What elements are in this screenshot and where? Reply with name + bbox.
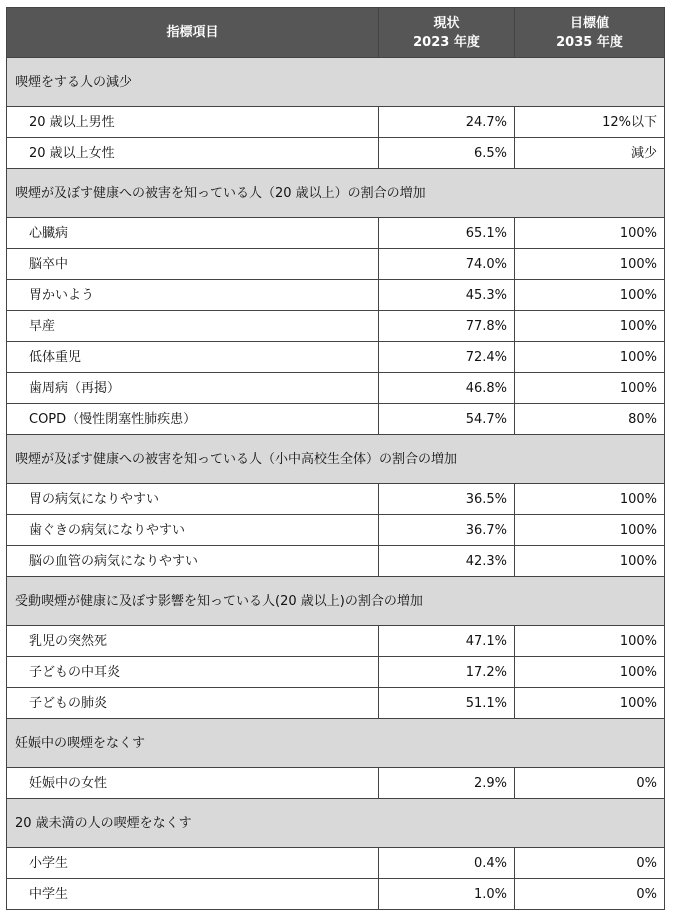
row-label: 胃かいよう bbox=[7, 280, 379, 311]
section-title: 喫煙をする人の減少 bbox=[7, 58, 665, 107]
table-row bbox=[7, 688, 665, 719]
row-label: 妊娠中の女性 bbox=[7, 768, 379, 799]
table-row bbox=[7, 311, 665, 342]
table-row bbox=[7, 342, 665, 373]
table-row bbox=[7, 484, 665, 515]
row-target-value: 減少 bbox=[515, 138, 665, 169]
row-target-value: 100% bbox=[515, 626, 665, 657]
table-row bbox=[7, 657, 665, 688]
row-current-value: 24.7% bbox=[379, 107, 515, 138]
table-row bbox=[7, 626, 665, 657]
row-current-value: 51.1% bbox=[379, 688, 515, 719]
table-row bbox=[7, 373, 665, 404]
section-row bbox=[7, 58, 665, 107]
row-current-value: 47.1% bbox=[379, 626, 515, 657]
table-row bbox=[7, 848, 665, 879]
section-row bbox=[7, 169, 665, 218]
row-current-value: 0.4% bbox=[379, 848, 515, 879]
row-label: 歯ぐきの病気になりやすい bbox=[7, 515, 379, 546]
section-title: 喫煙が及ぼす健康への被害を知っている人（小中高校生全体）の割合の増加 bbox=[7, 435, 665, 484]
row-target-value: 100% bbox=[515, 218, 665, 249]
header-current-year: 2023 年度 bbox=[413, 34, 480, 50]
row-current-value: 72.4% bbox=[379, 342, 515, 373]
row-target-value: 100% bbox=[515, 546, 665, 577]
row-target-value: 12%以下 bbox=[515, 107, 665, 138]
header-indicator bbox=[7, 8, 379, 58]
row-target-value: 100% bbox=[515, 311, 665, 342]
row-label: 中学生 bbox=[7, 879, 379, 910]
row-target-value: 100% bbox=[515, 373, 665, 404]
table-row bbox=[7, 515, 665, 546]
table-row bbox=[7, 546, 665, 577]
table-row bbox=[7, 249, 665, 280]
section-title: 20 歳未満の人の喫煙をなくす bbox=[7, 799, 665, 848]
row-target-value: 100% bbox=[515, 342, 665, 373]
section-row bbox=[7, 719, 665, 768]
row-label: 早産 bbox=[7, 311, 379, 342]
row-current-value: 74.0% bbox=[379, 249, 515, 280]
row-current-value: 46.8% bbox=[379, 373, 515, 404]
row-current-value: 42.3% bbox=[379, 546, 515, 577]
row-label: 乳児の突然死 bbox=[7, 626, 379, 657]
section-row bbox=[7, 577, 665, 626]
row-current-value: 54.7% bbox=[379, 404, 515, 435]
row-target-value: 0% bbox=[515, 848, 665, 879]
row-current-value: 1.0% bbox=[379, 879, 515, 910]
section-row bbox=[7, 435, 665, 484]
row-target-value: 100% bbox=[515, 484, 665, 515]
row-label: 子どもの中耳炎 bbox=[7, 657, 379, 688]
table-row bbox=[7, 218, 665, 249]
section-row bbox=[7, 799, 665, 848]
table-row bbox=[7, 404, 665, 435]
table-row bbox=[7, 768, 665, 799]
row-label: 20 歳以上男性 bbox=[7, 107, 379, 138]
row-current-value: 36.7% bbox=[379, 515, 515, 546]
section-title: 妊娠中の喫煙をなくす bbox=[7, 719, 665, 768]
header-target-year: 2035 年度 bbox=[556, 34, 623, 50]
table-row bbox=[7, 280, 665, 311]
row-current-value: 17.2% bbox=[379, 657, 515, 688]
row-label: 脳の血管の病気になりやすい bbox=[7, 546, 379, 577]
row-current-value: 77.8% bbox=[379, 311, 515, 342]
row-current-value: 2.9% bbox=[379, 768, 515, 799]
row-target-value: 100% bbox=[515, 515, 665, 546]
table-body bbox=[7, 8, 665, 910]
row-current-value: 6.5% bbox=[379, 138, 515, 169]
row-target-value: 0% bbox=[515, 879, 665, 910]
table-row bbox=[7, 879, 665, 910]
row-current-value: 65.1% bbox=[379, 218, 515, 249]
header-current bbox=[379, 8, 515, 58]
row-target-value: 100% bbox=[515, 657, 665, 688]
table-row bbox=[7, 107, 665, 138]
header-row bbox=[7, 8, 665, 58]
table-row bbox=[7, 138, 665, 169]
row-label: 脳卒中 bbox=[7, 249, 379, 280]
row-label: 子どもの肺炎 bbox=[7, 688, 379, 719]
header-indicator-label: 指標項目 bbox=[166, 25, 219, 40]
section-title: 喫煙が及ぼす健康への被害を知っている人（20 歳以上）の割合の増加 bbox=[7, 169, 665, 218]
row-label: 胃の病気になりやすい bbox=[7, 484, 379, 515]
row-label: 20 歳以上女性 bbox=[7, 138, 379, 169]
row-target-value: 0% bbox=[515, 768, 665, 799]
row-target-value: 80% bbox=[515, 404, 665, 435]
row-label: 歯周病（再掲） bbox=[7, 373, 379, 404]
row-target-value: 100% bbox=[515, 280, 665, 311]
row-current-value: 45.3% bbox=[379, 280, 515, 311]
header-target bbox=[515, 8, 665, 58]
header-target-label: 目標値 bbox=[569, 15, 609, 31]
header-current-label: 現状 bbox=[433, 15, 460, 31]
row-label: 心臓病 bbox=[7, 218, 379, 249]
row-label: 小学生 bbox=[7, 848, 379, 879]
row-label: COPD（慢性閉塞性肺疾患） bbox=[7, 404, 379, 435]
row-target-value: 100% bbox=[515, 688, 665, 719]
row-target-value: 100% bbox=[515, 249, 665, 280]
smoking-indicators-table bbox=[6, 7, 665, 910]
row-current-value: 36.5% bbox=[379, 484, 515, 515]
section-title: 受動喫煙が健康に及ぼす影響を知っている人(20 歳以上)の割合の増加 bbox=[7, 577, 665, 626]
row-label: 低体重児 bbox=[7, 342, 379, 373]
